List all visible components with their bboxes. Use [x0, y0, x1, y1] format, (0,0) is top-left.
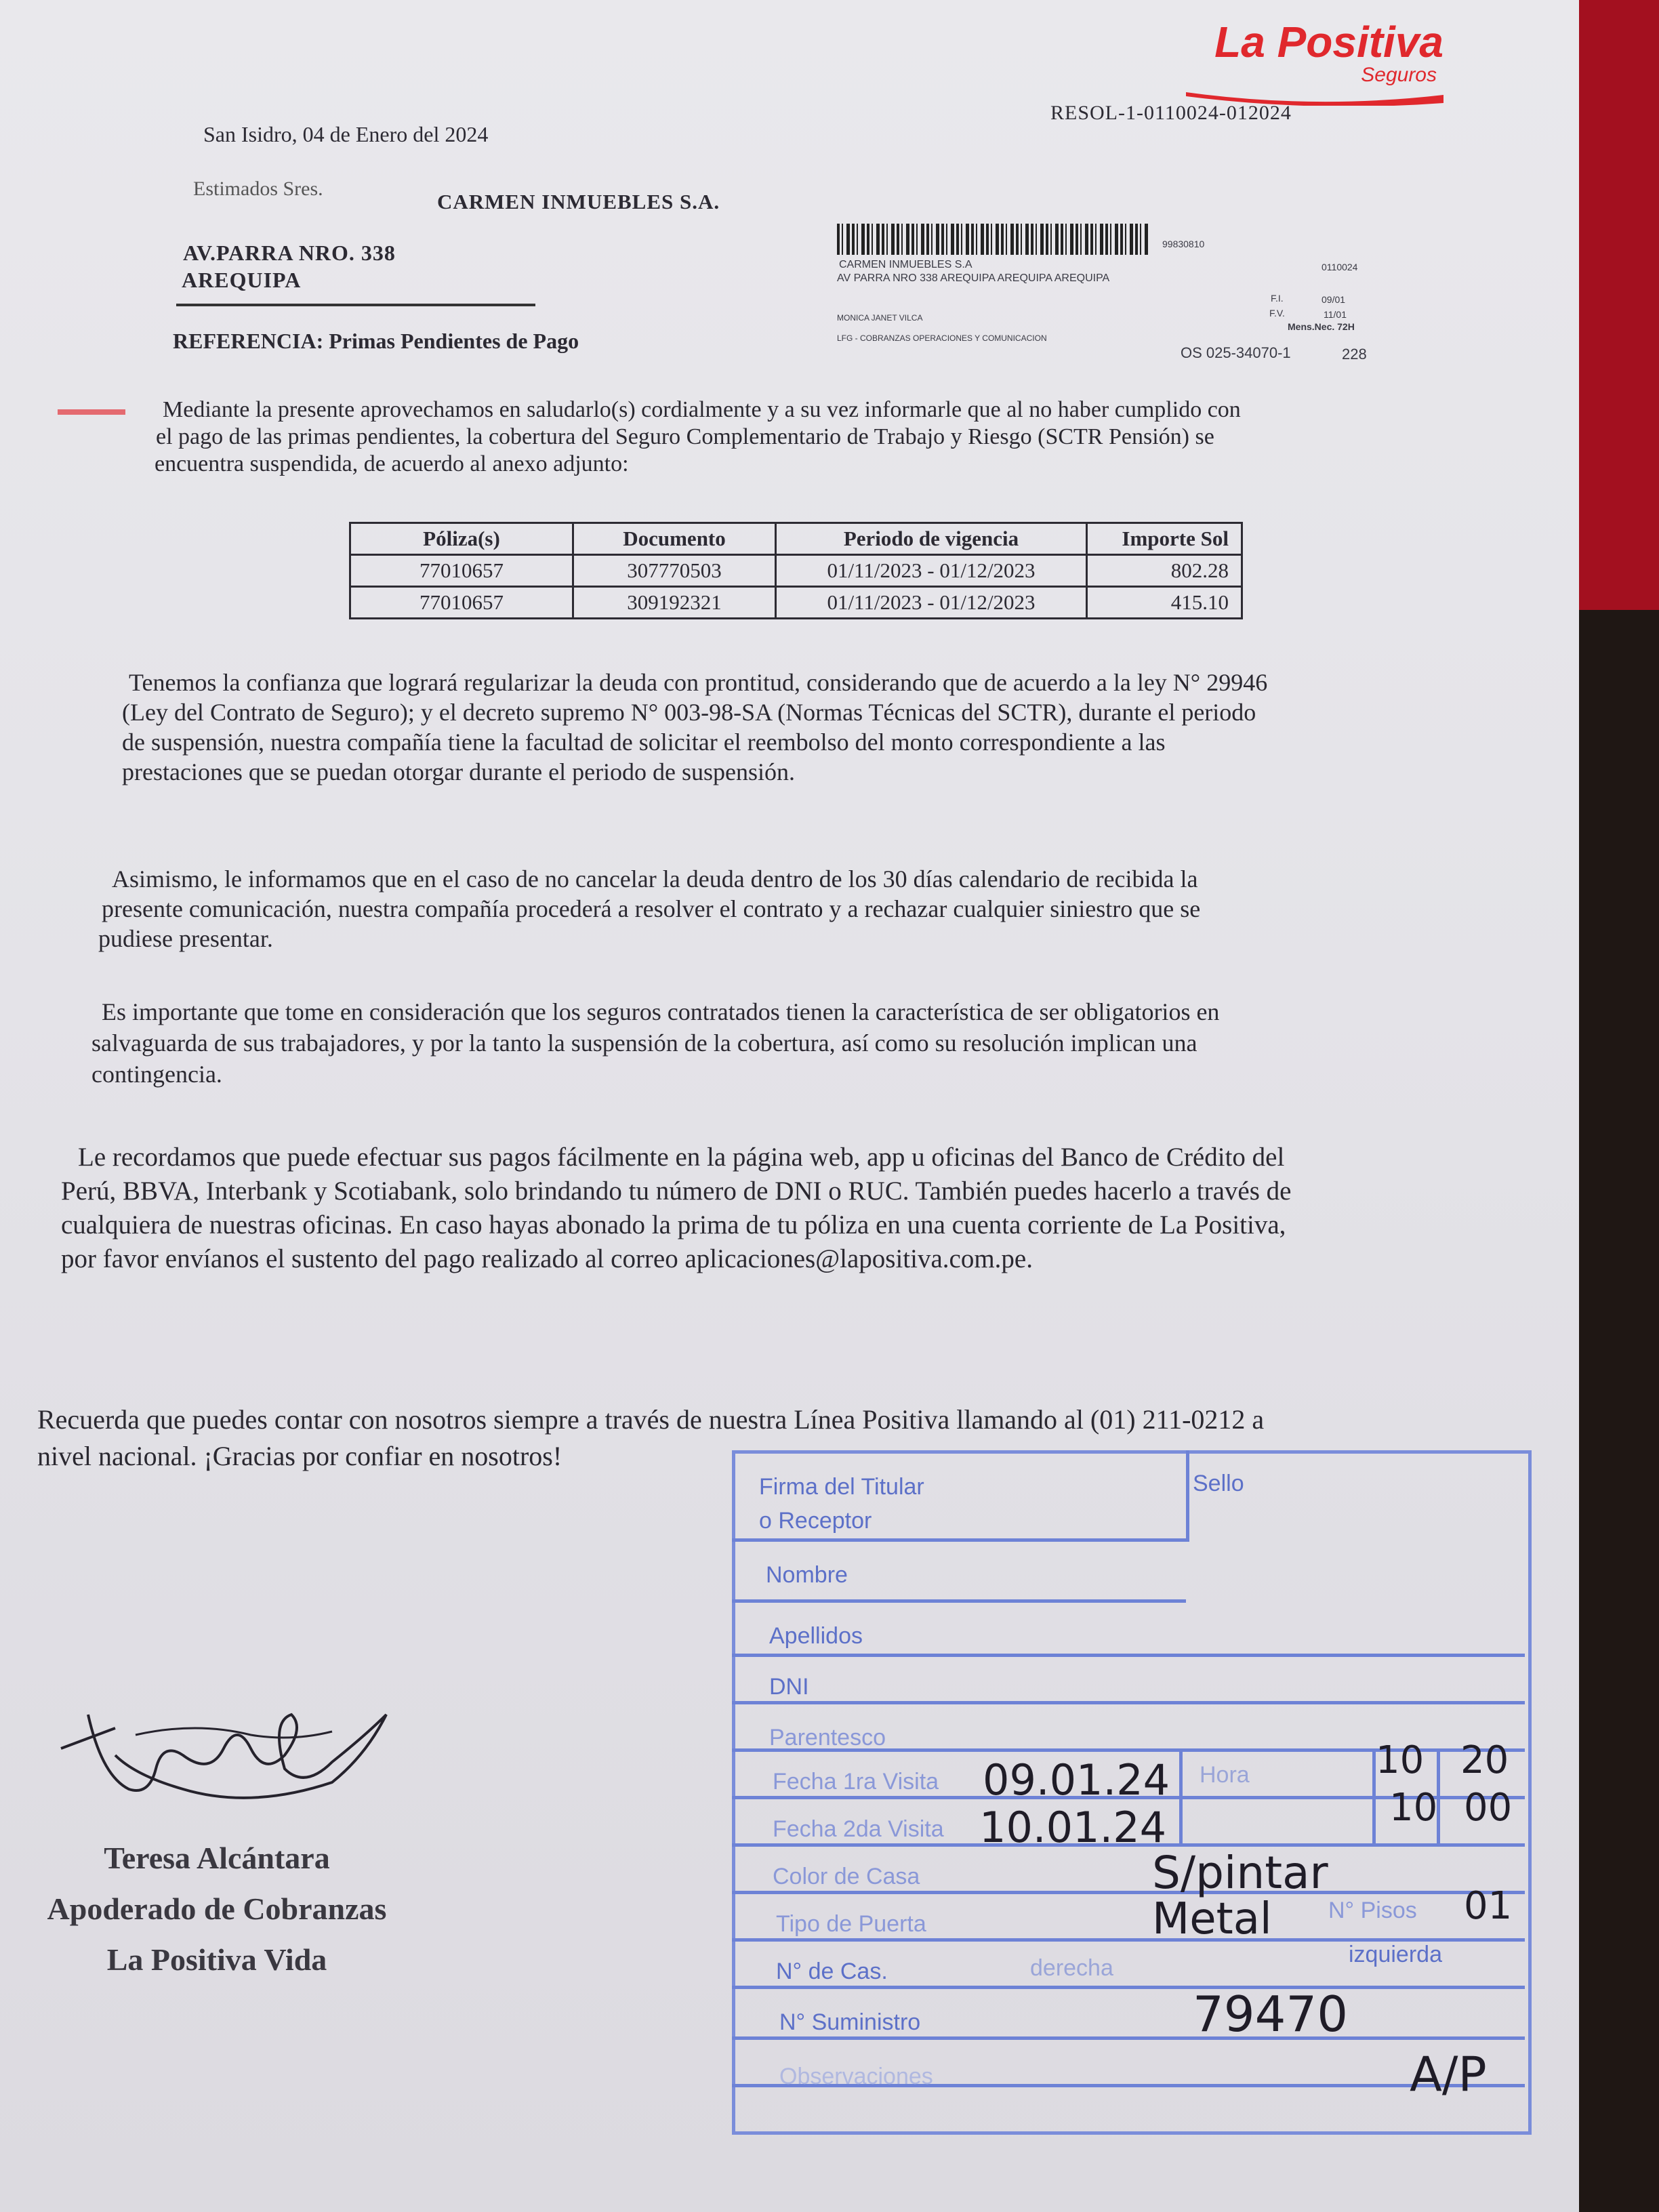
handwritten-hora2-h: 10	[1389, 1786, 1438, 1830]
la-positiva-logo	[1159, 20, 1443, 109]
handwritten-fecha2: 10.01.24	[979, 1803, 1167, 1852]
stamp-puerta-label: Tipo de Puerta	[776, 1911, 926, 1937]
paragraph-line: (Ley del Contrato de Seguro); y el decreto supremo N° 003-98-SA (Normas Técnicas del SCTR), durante el periodo	[122, 699, 1256, 726]
reference-line: REFERENCIA: Primas Pendientes de Pago	[173, 329, 579, 353]
label-name: CARMEN INMUEBLES S.A	[839, 259, 972, 270]
stamp-color-label: Color de Casa	[773, 1864, 920, 1889]
table-cell: 309192321	[573, 587, 776, 619]
stamp-dni-label: DNI	[769, 1674, 809, 1700]
paragraph-line: nivel nacional. ¡Gracias por confiar en nosotros!	[37, 1441, 562, 1471]
paragraph-line: por favor envíanos el sustento del pago realizado al correo aplicaciones@lapositiva.com.pe.	[61, 1244, 1033, 1273]
table-cell: 01/11/2023 - 01/12/2023	[776, 555, 1087, 587]
handwritten-hora1-h: 10	[1376, 1738, 1425, 1782]
handwritten-hora2-m: 00	[1464, 1786, 1513, 1830]
table-header: Póliza(s)	[350, 523, 573, 555]
signer-company: La Positiva Vida	[106, 1942, 327, 1977]
address-line-2: AREQUIPA	[182, 268, 302, 292]
address-line-1: AV.PARRA NRO. 338	[183, 241, 396, 265]
table-cell: 01/11/2023 - 01/12/2023	[776, 587, 1087, 619]
stamp-pisos-label: N° Pisos	[1328, 1898, 1417, 1923]
stamp-firma-label: Firma del Titular	[759, 1474, 924, 1500]
table-cell: 77010657	[350, 587, 573, 619]
handwritten-observacion: A/P	[1410, 2047, 1487, 2102]
handwritten-fecha1: 09.01.24	[983, 1755, 1170, 1805]
letter-date: San Isidro, 04 de Enero del 2024	[203, 122, 489, 146]
paragraph-line: cualquiera de nuestras oficinas. En caso hayas abonado la prima de tu póliza en una cuenta corriente de La Positiva,	[61, 1210, 1286, 1240]
paragraph-line: Recuerda que puedes contar con nosotros siempre a través de nuestra Línea Positiva llamando al (01) 211-0212 a	[37, 1404, 1265, 1435]
stamp-izquierda-label: izquierda	[1349, 1942, 1442, 1967]
table-cell: 77010657	[350, 555, 573, 587]
signer-name: Teresa Alcántara	[104, 1841, 330, 1875]
background-dark-surface	[1579, 610, 1659, 2212]
paragraph-line: salvaguarda de sus trabajadores, y por la tanto la suspensión de la cobertura, así como su resolución implican una	[91, 1029, 1197, 1057]
mailing-label	[837, 218, 1367, 363]
table-header: Documento	[573, 523, 776, 555]
stamp-fecha1-label: Fecha 1ra Visita	[773, 1769, 939, 1795]
paragraph-line: Perú, BBVA, Interbank y Scotiabank, solo brindando tu número de DNI o RUC. También puedes hacerlo a través de	[61, 1176, 1292, 1206]
intro-line: el pago de las primas pendientes, la cobertura del Seguro Complementario de Trabajo y Riesgo (SCTR Pensión) se	[156, 424, 1214, 449]
logo-sub: Seguros	[1361, 64, 1437, 86]
paragraph-1	[122, 668, 1267, 787]
barcode-icon	[837, 224, 1149, 255]
paragraph-3	[91, 996, 1219, 1090]
handwritten-pisos: 01	[1464, 1884, 1513, 1928]
intro-paragraph	[155, 396, 1241, 478]
label-os: OS 025-34070-1	[1181, 344, 1291, 361]
label-area: LFG - COBRANZAS OPERACIONES Y COMUNICACION	[837, 333, 1047, 343]
stamp-nombre-label: Nombre	[766, 1562, 848, 1588]
intro-line: Mediante la presente aprovechamos en saludarlo(s) cordialmente y a su vez informarle que al no haber cumplido con	[163, 397, 1241, 422]
table-cell: 802.28	[1087, 555, 1242, 587]
stamp-fecha2-label: Fecha 2da Visita	[773, 1816, 944, 1842]
table-row	[350, 555, 1242, 587]
paragraph-line: Tenemos la confianza que logrará regularizar la deuda con prontitud, considerando que de acuerdo a la ley N° 29946	[129, 669, 1268, 696]
label-contact: MONICA JANET VILCA	[837, 313, 923, 323]
greeting: Estimados Sres.	[193, 178, 323, 200]
label-fi-value: 09/01	[1322, 294, 1346, 305]
paragraph-line: Asimismo, le informamos que en el caso de no cancelar la deuda dentro de los 30 días calendario de recibida la	[112, 865, 1198, 893]
address-underline	[176, 304, 535, 306]
barcode-code: 99830810	[1162, 239, 1205, 249]
resolution-code: RESOL-1-0110024-012024	[1050, 102, 1292, 124]
label-mens: Mens.Nec. 72H	[1288, 321, 1355, 332]
annex-table	[349, 522, 1243, 619]
paragraph-line: Es importante que tome en consideración que los seguros contratados tienen la característica de ser obligatorios en	[102, 998, 1220, 1025]
stamp-casas-label: N° de Cas.	[776, 1959, 888, 1984]
stamp-parentesco-label: Parentesco	[769, 1725, 886, 1750]
handwritten-signature	[47, 1674, 400, 1823]
table-row	[350, 587, 1242, 619]
paragraph-line: contingencia.	[91, 1061, 222, 1088]
handwritten-suministro: 79470	[1193, 1986, 1349, 2043]
stamp-row	[732, 1654, 1525, 1704]
stamp-observaciones-label: Observaciones	[779, 2064, 933, 2089]
stamp-apellidos-label: Apellidos	[769, 1623, 863, 1649]
table-cell: 307770503	[573, 555, 776, 587]
table-cell: 415.10	[1087, 587, 1242, 619]
stamp-sello-label: Sello	[1193, 1471, 1244, 1496]
handwritten-hora1-m: 20	[1460, 1738, 1509, 1782]
label-fi: F.I.	[1271, 293, 1284, 304]
paragraph-line: pudiese presentar.	[98, 925, 273, 952]
stamp-derecha-label: derecha	[1030, 1955, 1113, 1981]
stamp-receptor-label: o Receptor	[759, 1508, 872, 1534]
label-code: 0110024	[1322, 262, 1358, 272]
table-header-row	[350, 523, 1242, 555]
logo-brand: La Positiva	[1214, 18, 1443, 66]
label-fv-value: 11/01	[1324, 309, 1347, 320]
table-header: Periodo de vigencia	[776, 523, 1087, 555]
label-address: AV PARRA NRO 338 AREQUIPA AREQUIPA AREQUIPA	[837, 272, 1110, 284]
paragraph-line: presente comunicación, nuestra compañía procederá a resolver el contrato y a rechazar cualquier siniestro que se	[102, 895, 1201, 922]
intro-line: encuentra suspendida, de acuerdo al anexo adjunto:	[155, 451, 629, 476]
stamp-hora-label: Hora	[1200, 1762, 1250, 1788]
red-highlight-mark	[58, 409, 125, 415]
label-os-num: 228	[1342, 346, 1367, 363]
paragraph-line: Le recordamos que puede efectuar sus pagos fácilmente en la página web, app u oficinas del Banco de Crédito del	[78, 1143, 1285, 1172]
delivery-stamp	[732, 1450, 1572, 2203]
table-header: Importe Sol	[1087, 523, 1242, 555]
paragraph-4	[61, 1141, 1291, 1276]
paragraph-line: prestaciones que se puedan otorgar durante el periodo de suspensión.	[122, 758, 796, 785]
stamp-suministro-label: N° Suministro	[779, 2009, 921, 2035]
paragraph-line: de suspensión, nuestra compañía tiene la facultad de solicitar el reembolso del monto correspondiente a las	[122, 729, 1166, 756]
signer-title: Apoderado de Cobranzas	[47, 1891, 387, 1926]
background-red-fabric	[1579, 0, 1659, 610]
client-name: CARMEN INMUEBLES S.A.	[437, 190, 720, 213]
handwritten-puerta: Metal	[1152, 1894, 1272, 1944]
label-fv: F.V.	[1269, 308, 1285, 319]
handwritten-color: S/pintar	[1152, 1847, 1328, 1899]
paragraph-2	[98, 864, 1201, 954]
